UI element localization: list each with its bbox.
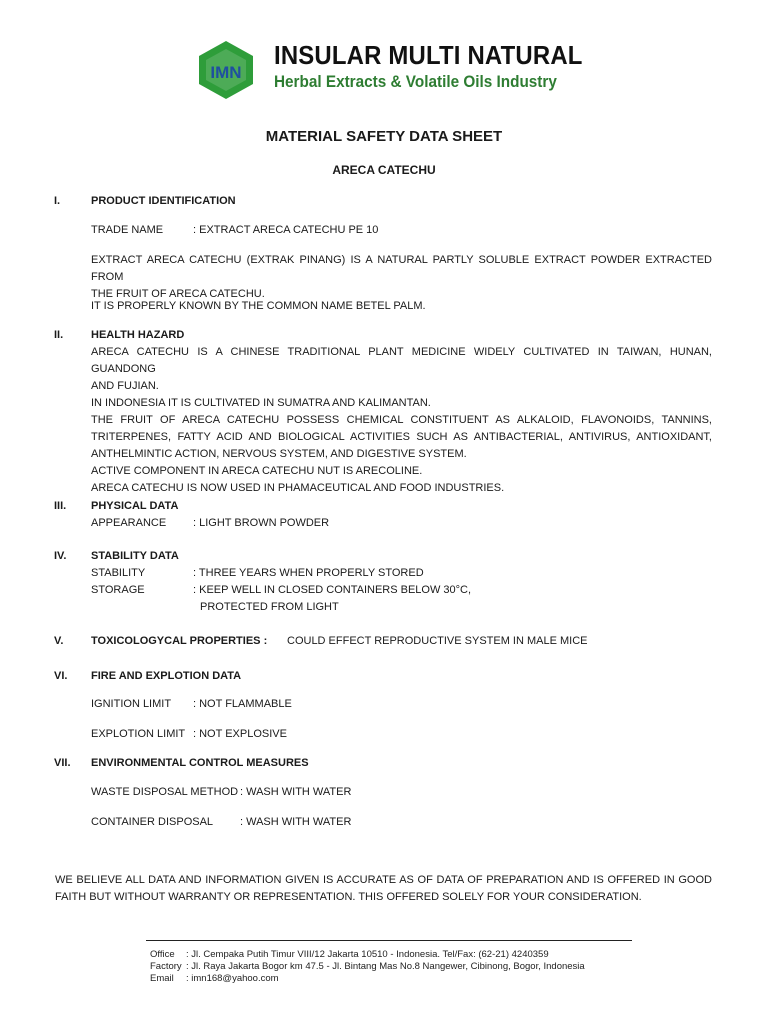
paragraph-line: THE FRUIT OF ARECA CATECHU. bbox=[91, 288, 265, 300]
footer-office-row bbox=[150, 949, 585, 961]
section-heading: FIRE AND EXPLOTION DATA bbox=[91, 670, 242, 682]
footer-factory-row bbox=[150, 961, 585, 973]
company-name: INSULAR MULTI NATURAL bbox=[274, 40, 583, 70]
paragraph-line: IN INDONESIA IT IS CULTIVATED IN SUMATRA AND KALIMANTAN. bbox=[91, 397, 431, 409]
field-label: TRADE NAME bbox=[91, 224, 164, 236]
company-logo-icon bbox=[196, 40, 256, 100]
section-number: II. bbox=[54, 329, 64, 341]
field-label: CONTAINER DISPOSAL bbox=[91, 816, 214, 828]
product-description bbox=[91, 252, 712, 303]
section-number: V. bbox=[54, 635, 64, 647]
field-value: : WASH WITH WATER bbox=[240, 816, 352, 828]
footer-contact bbox=[150, 949, 585, 985]
paragraph-line: ACTIVE COMPONENT IN ARECA CATECHU NUT IS ARECOLINE. bbox=[91, 465, 423, 477]
section-heading: PRODUCT IDENTIFICATION bbox=[91, 195, 236, 207]
footer-email: : imn168@yahoo.com bbox=[186, 973, 279, 984]
footer-label: Factory bbox=[150, 961, 182, 972]
field-label: STABILITY bbox=[91, 567, 146, 579]
disclaimer bbox=[55, 872, 712, 906]
section-number: VII. bbox=[54, 757, 71, 769]
field-value: : NOT EXPLOSIVE bbox=[193, 728, 287, 740]
section-heading: ENVIRONMENTAL CONTROL MEASURES bbox=[91, 757, 309, 769]
paragraph-line: TRITERPENES, FATTY ACID AND BIOLOGICAL ACTIVITIES SUCH AS ANTIBACTERIAL, ANTIVIRUS, ANTIOXIDANT, bbox=[91, 431, 712, 443]
paragraph-line: WE BELIEVE ALL DATA AND INFORMATION GIVEN IS ACCURATE AS OF DATA OF PREPARATION AND IS OFFERED IN GOOD bbox=[55, 874, 712, 886]
paragraph-line: EXTRACT ARECA CATECHU (EXTRAK PINANG) IS A NATURAL PARTLY SOLUBLE EXTRACT POWDER EXTRACTED FROM bbox=[91, 254, 712, 283]
field-label: WASTE DISPOSAL METHOD bbox=[91, 786, 239, 798]
field-label: STORAGE bbox=[91, 584, 145, 596]
paragraph-line: ARECA CATECHU IS NOW USED IN PHAMACEUTICAL AND FOOD INDUSTRIES. bbox=[91, 482, 505, 494]
section-number: III. bbox=[54, 500, 67, 512]
field-label: APPEARANCE bbox=[91, 517, 167, 529]
footer-email-row bbox=[150, 973, 585, 985]
footer-label: Email bbox=[150, 973, 174, 984]
letterhead bbox=[196, 40, 616, 102]
section-number: IV. bbox=[54, 550, 67, 562]
field-label: EXPLOTION LIMIT bbox=[91, 728, 186, 740]
field-value: COULD EFFECT REPRODUCTIVE SYSTEM IN MALE MICE bbox=[287, 635, 588, 647]
section-number: I. bbox=[54, 195, 61, 207]
footer-value: : Jl. Cempaka Putih Timur VIII/12 Jakarta 10510 - Indonesia. Tel/Fax: (62-21) 4240359 bbox=[186, 949, 549, 960]
section-heading: PHYSICAL DATA bbox=[91, 500, 179, 512]
company-tagline: Herbal Extracts & Volatile Oils Industry bbox=[274, 72, 557, 91]
field-value: : NOT FLAMMABLE bbox=[193, 698, 292, 710]
field-value: : KEEP WELL IN CLOSED CONTAINERS BELOW 30°C, bbox=[193, 584, 472, 596]
field-value: : THREE YEARS WHEN PROPERLY STORED bbox=[193, 567, 424, 579]
common-name-text: IT IS PROPERLY KNOWN BY THE COMMON NAME BETEL PALM. bbox=[91, 300, 426, 312]
field-label: IGNITION LIMIT bbox=[91, 698, 172, 710]
paragraph-line: AND FUJIAN. bbox=[91, 380, 159, 392]
footer-value: : Jl. Raya Jakarta Bogor km 47.5 - Jl. Bintang Mas No.8 Nangewer, Cibinong, Bogor, Indonesia bbox=[186, 961, 585, 972]
field-value: : EXTRACT ARECA CATECHU PE 10 bbox=[193, 224, 379, 236]
document-title: MATERIAL SAFETY DATA SHEET bbox=[265, 128, 503, 145]
field-value: : LIGHT BROWN POWDER bbox=[193, 517, 330, 529]
paragraph-line: THE FRUIT OF ARECA CATECHU POSSESS CHEMICAL CONSTITUENT AS ALKALOID, FLAVONOIDS, TANNINS, bbox=[91, 414, 712, 426]
section-heading: TOXICOLOGYCAL PROPERTIES : bbox=[91, 635, 268, 647]
document-subtitle: ARECA CATECHU bbox=[332, 163, 436, 177]
footer-label: Office bbox=[150, 949, 175, 960]
paragraph-line: ARECA CATECHU IS A CHINESE TRADITIONAL PLANT MEDICINE WIDELY CULTIVATED IN TAIWAN, HUNAN, GUANDONG bbox=[91, 346, 712, 375]
field-value-continued: PROTECTED FROM LIGHT bbox=[200, 601, 339, 613]
health-hazard-text bbox=[91, 344, 712, 497]
field-value: : WASH WITH WATER bbox=[240, 786, 352, 798]
section-heading: HEALTH HAZARD bbox=[91, 329, 185, 341]
section-number: VI. bbox=[54, 670, 68, 682]
svg-text:IMN: IMN bbox=[210, 63, 242, 82]
paragraph-line: FAITH BUT WITHOUT WARRANTY OR REPRESENTATION. THIS OFFERED SOLELY FOR YOUR CONSIDERATION. bbox=[55, 891, 642, 903]
footer-divider bbox=[146, 940, 632, 941]
paragraph-line: ANTHELMINTIC ACTION, NERVOUS SYSTEM, AND DIGESTIVE SYSTEM. bbox=[91, 448, 467, 460]
section-heading: STABILITY DATA bbox=[91, 550, 179, 562]
